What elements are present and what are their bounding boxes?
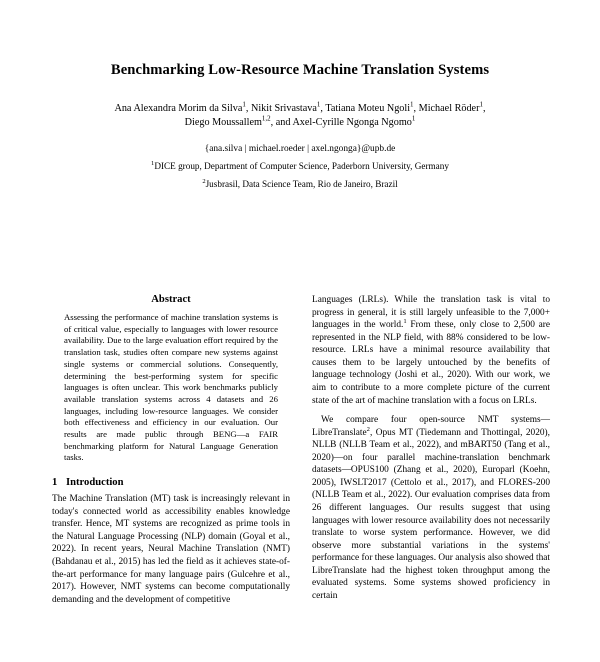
affiliation-2: $^2$Jusbrasil, Data Science Team, Rio de Janeiro, Brazil [202,177,398,189]
abstract-text: Assessing the performance of machine translation systems is of critical value, especially to languages with lower resource availability. Due to the large evaluation effort required by the translation task, studies often compare new systems against single systems or commercial solutions. Consequently, determining the best-performing system for specific languages is often unclear. This work benchmarks publicly available translation systems across 4 datasets and 26 languages, including low-resource languages. We consider both effectiveness and efficiency in our evaluation. Our results are made public through BENG—a FAIR benchmarking platform for Natural Language Generation tasks. [64,312,278,463]
affiliation-1: $^1$DICE group, Department of Computer Science, Paderborn University, Germany [151,160,449,172]
page-title: Benchmarking Low-Resource Machine Translation Systems [110,62,490,78]
author-emails: {ana.silva | michael.roeder | axel.ngonga}@upb.de [204,144,396,155]
author-line-1: Ana Alexandra Morim da Silva$^1$, Nikit Srivastava$^1$, Tatiana Moteu Ngoli$^1$, Michael Röder$^1$, [114,100,486,114]
abstract-heading: Abstract [151,294,191,305]
author-list [40,102,560,132]
right-paragraph-2: We compare four open-source NMT systems—LibreTranslate$^2$, Opus MT (Tiedemann and Thottingal, 2020), NLLB (NLLB Team et al., 2022), and mBART50 (Tang et al., 2020)—on four parallel machine-translation benchmark datasets—OPUS100 (Zhang et al., 2020), Europarl (Koehn, 2005), IWSLT2017 (Cettolo et al., 2017), and FLORES-200 (NLLB Team et al., 2022). Our evaluation comprises data from 26 different languages. Our results suggest that using languages with lower resource availability does not necessarily translate to worse system performance. However, we did observe more substantial variations in the systems' performance for these languages. Our analysis also showed that LibreTranslate had the highest token throughput among the evaluated systems. Some systems showed proficiency in certain [312,415,550,601]
column-left [52,294,290,606]
right-paragraph-1: Languages (LRLs). While the translation task is vital to progress in general, it is still largely unfeasible to the 7,000+ languages in the world.$^1$ From these, only close to 2,500 are represented in the NLP field, with 88% considered to be low-resource. LRLs have a minimal resource availability that causes them to be largely untouched by the benefits of language technology (Joshi et al., 2020). With our work, we aim to contribute to a more complete picture of the current state of the art of machine translation with a focus on LRLs. [312,295,550,406]
two-column-body [52,294,548,606]
section-number: 1 [52,477,58,489]
author-line-2: Diego Moussallem$^{1,2}$, and Axel-Cyrille Ngonga Ngomo$^1$ [184,114,416,129]
paper-page [0,62,600,662]
intro-paragraph-1: The Machine Translation (MT) task is increasingly relevant in today's connected world as accessibility enables knowledge transfer. Hence, MT systems are recognized as prime tools in the Natural Language Processing (NLP) domain (Goyal et al., 2022). In recent years, Neural Machine Translation (NMT) (Bahdanau et al., 2015) has led the field as it achieves state-of-the-art performance for many language pairs (Gulcehre et al., 2017). However, NMT systems can become computationally demanding and the development of competitive [52,494,290,605]
section-title: Introduction [66,477,124,489]
column-right [312,294,550,606]
introduction-heading [52,477,290,488]
